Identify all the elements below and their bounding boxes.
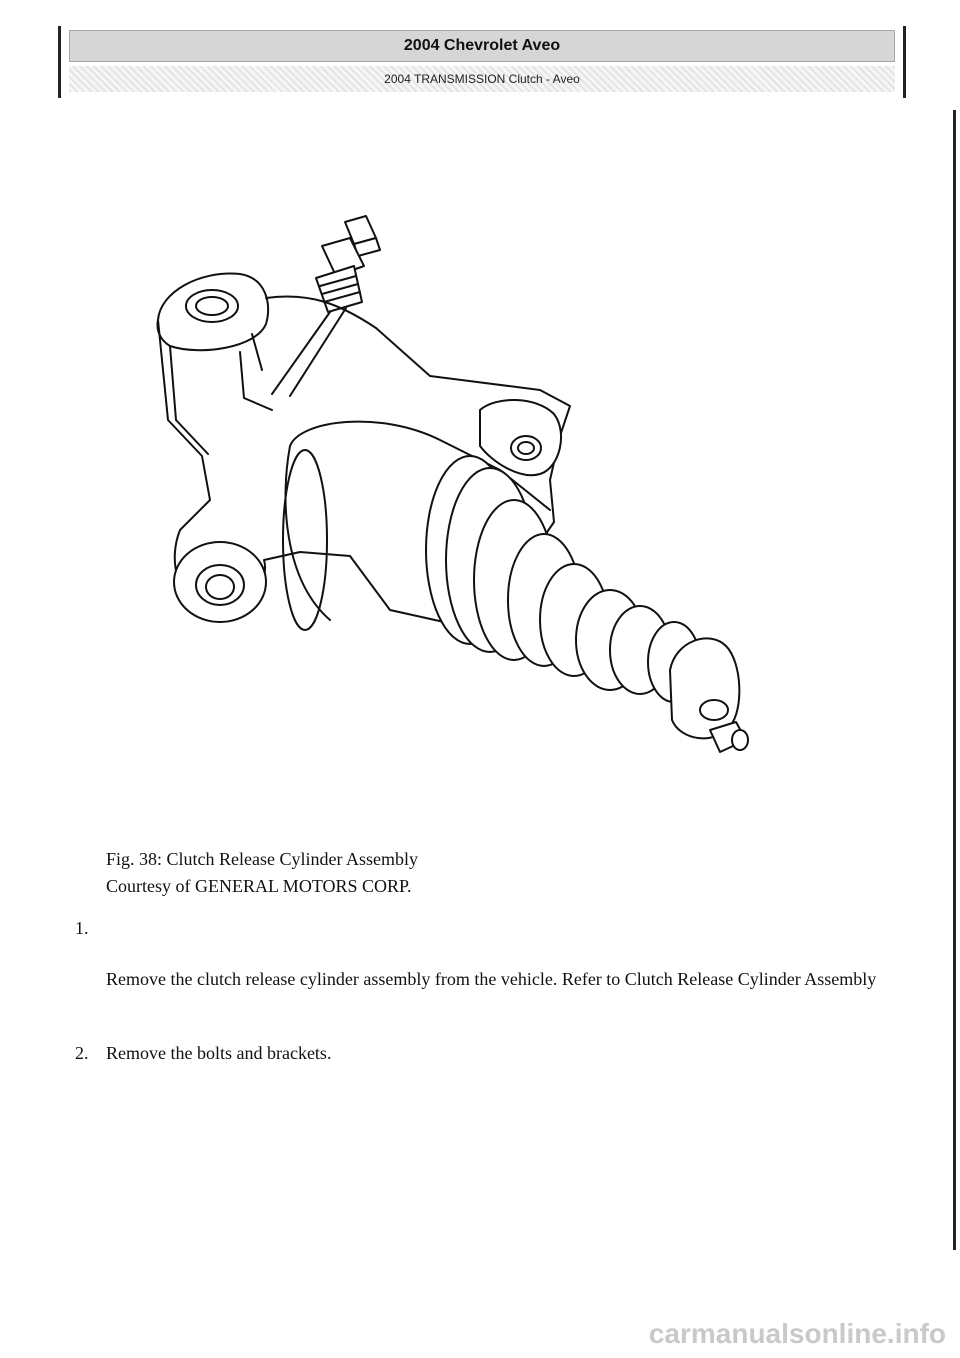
clutch-release-cylinder-illustration bbox=[140, 200, 780, 790]
watermark: carmanualsonline.info bbox=[648, 1318, 946, 1349]
page-header bbox=[58, 26, 906, 98]
step-number: 1. bbox=[75, 918, 89, 938]
header-title: 2004 Chevrolet Aveo bbox=[69, 30, 895, 62]
figure-credit: Courtesy of GENERAL MOTORS CORP. bbox=[106, 876, 412, 896]
step-number: 2. bbox=[75, 1043, 89, 1063]
step-text: Remove the bolts and brackets. bbox=[106, 1043, 332, 1063]
step-text: Remove the clutch release cylinder assembly from the vehicle. Refer to Clutch Release Cylinder Assembly bbox=[106, 969, 877, 989]
page-right-rule bbox=[953, 110, 956, 1250]
figure-caption-block bbox=[106, 846, 418, 900]
header-subtitle: 2004 TRANSMISSION Clutch - Aveo bbox=[69, 66, 895, 92]
figure-caption: Fig. 38: Clutch Release Cylinder Assembly bbox=[106, 849, 418, 869]
